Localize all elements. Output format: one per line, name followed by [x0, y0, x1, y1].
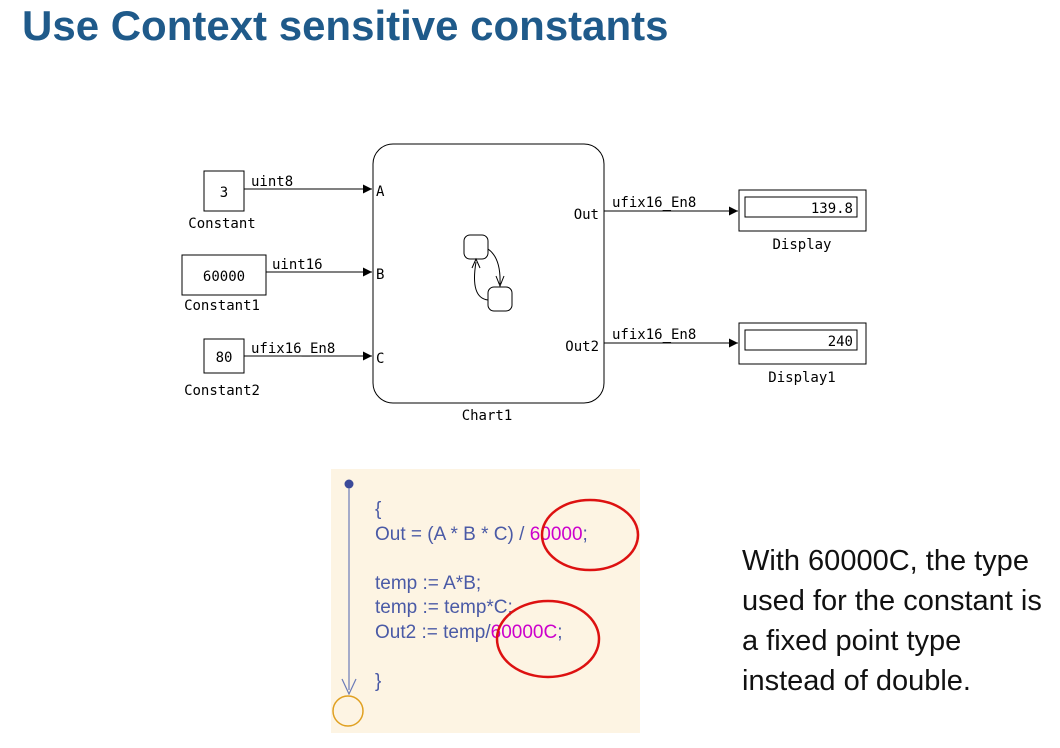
code-line: {	[375, 499, 382, 520]
constant-60000: 60000	[529, 523, 583, 545]
code-line: Out = (A * B * C) / 60000;	[375, 523, 588, 545]
output-port-out2: Out2	[565, 339, 599, 355]
display1-label: Display1	[768, 370, 836, 386]
display1-value: 240	[827, 334, 853, 350]
explanation-note: With 60000C, the type used for the constant is a fixed point type instead of double.	[742, 545, 1042, 697]
code-line: Out2 := temp/60000C;	[375, 621, 563, 643]
signal-type-label: ufix16_En8	[612, 327, 697, 343]
output-port-out: Out	[573, 207, 599, 223]
constant2-label: Constant2	[184, 383, 260, 399]
junction-circle	[333, 696, 363, 726]
signal-type-label: uint16	[272, 257, 323, 273]
constant1-value: 60000	[202, 269, 246, 285]
constant2-value: 80	[215, 350, 233, 366]
code-block	[375, 498, 588, 694]
signal-type-label: ufix16_En8	[251, 341, 336, 357]
constant-value: 3	[219, 185, 229, 201]
display-value: 139.8	[810, 201, 853, 217]
signal-type-label: uint8	[251, 174, 294, 190]
code-line: temp := temp*C;	[375, 597, 513, 618]
constant-label: Constant	[188, 216, 256, 232]
code-line: temp := A*B;	[375, 572, 482, 594]
input-port-b: B	[376, 267, 385, 283]
slide-title: Use Context sensitive constants	[22, 2, 669, 49]
display-label: Display	[772, 237, 832, 253]
input-port-a: A	[376, 184, 385, 200]
default-transition-dot	[345, 480, 354, 489]
input-port-c: C	[376, 351, 385, 367]
chart-label: Chart1	[461, 408, 513, 424]
constant1-label: Constant1	[184, 298, 260, 314]
signal-type-label: ufix16_En8	[612, 195, 697, 211]
constant-60000c: 60000C	[490, 621, 558, 643]
code-line: }	[375, 670, 382, 692]
